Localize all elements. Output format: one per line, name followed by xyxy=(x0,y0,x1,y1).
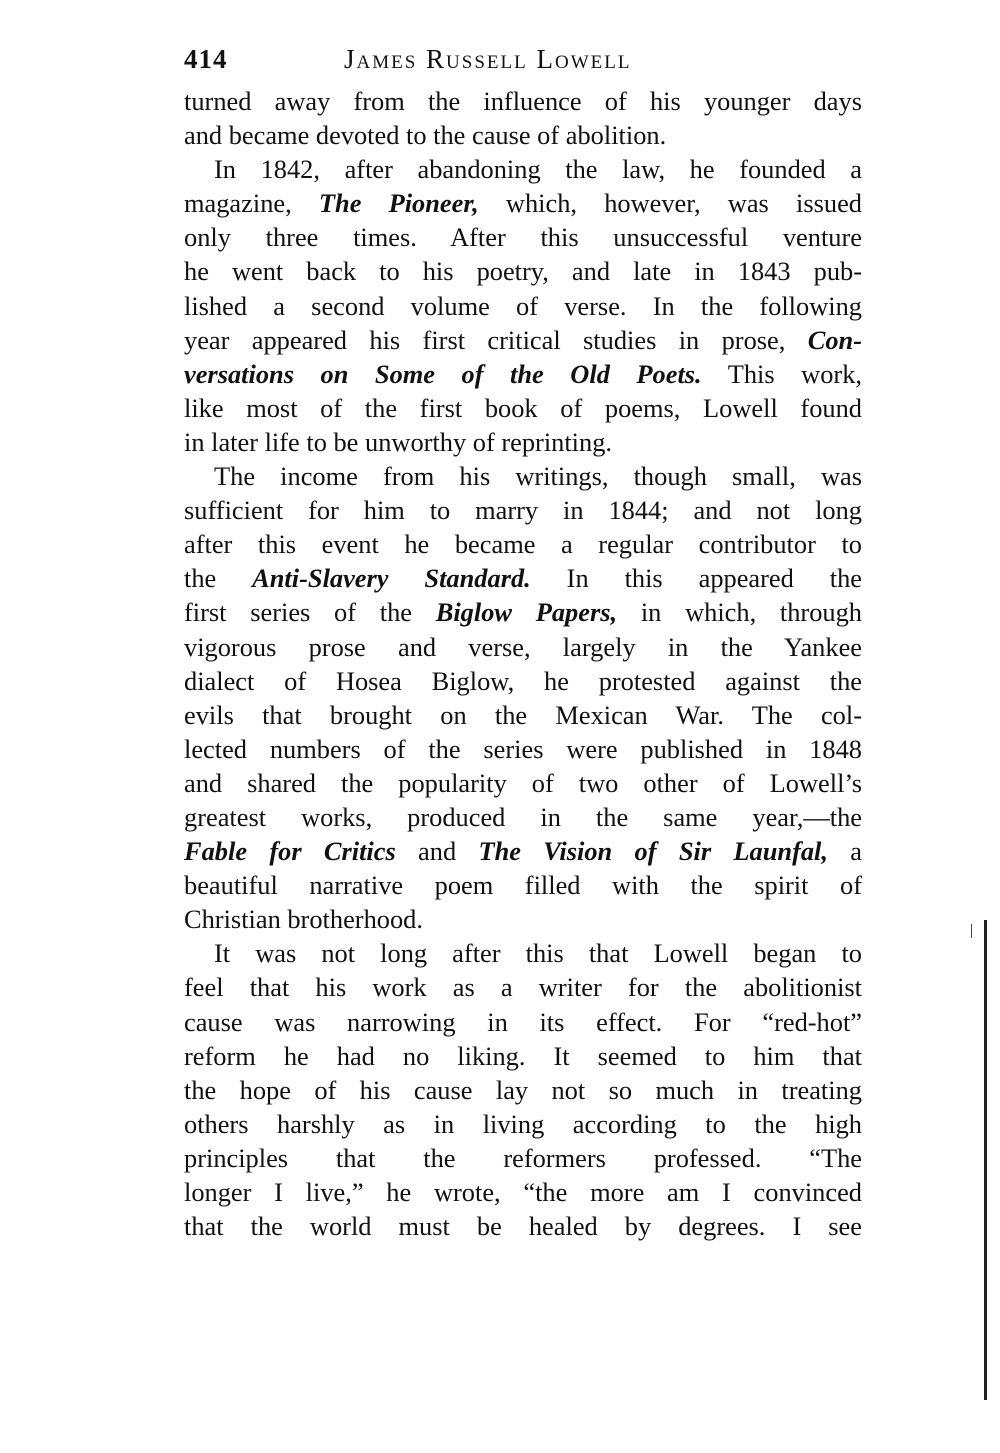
text-line: versations on Some of the Old Poets. This work, xyxy=(184,358,862,389)
text-line: and shared the popularity of two other of Lowell’s xyxy=(184,767,862,798)
text-line: turned away from the influence of his younger days xyxy=(184,86,862,116)
text-line: he went back to his poetry, and late in 1843 pub- xyxy=(184,256,862,287)
body-text xyxy=(184,84,862,1243)
text-line: beautiful narrative poem filled with the spirit of xyxy=(184,870,862,901)
text-line: reform he had no liking. It seemed to him that xyxy=(184,1040,862,1071)
italic-title: The Vision of Sir Launfal, xyxy=(478,836,828,867)
text-line: Christian brotherhood. xyxy=(184,904,423,935)
text-line: in later life to be unworthy of reprinting. xyxy=(184,426,612,457)
text-line: dialect of Hosea Biglow, he protested against the xyxy=(184,665,862,696)
italic-title: Fable for Critics xyxy=(184,836,396,867)
text-line: feel that his work as a writer for the abolitionist xyxy=(184,972,862,1003)
scan-edge-mark xyxy=(971,924,972,938)
text-line: that the world must be healed by degrees. I see xyxy=(184,1211,862,1242)
text-line: and became devoted to the cause of abolition. xyxy=(184,120,667,151)
text-line: sufficient for him to marry in 1844; and not long xyxy=(184,495,862,526)
text-line: longer I live,” he wrote, “the more am I convinced xyxy=(184,1177,862,1207)
text-line: like most of the first book of poems, Lowell found xyxy=(184,392,862,423)
text-line: Fable for Critics and The Vision of Sir Launfal, a xyxy=(184,836,862,867)
text-line: the hope of his cause lay not so much in treating xyxy=(184,1074,862,1105)
page-number: 414 xyxy=(184,44,228,74)
italic-title: Anti-Slavery Standard. xyxy=(252,563,531,594)
text-line: the Anti-Slavery Standard. In this appeared the xyxy=(184,563,862,594)
text-line: year appeared his first critical studies in prose, Con- xyxy=(184,324,862,355)
running-head xyxy=(184,40,862,84)
text-line: In 1842, after abandoning the law, he founded a xyxy=(214,154,862,185)
text-line: It was not long after this that Lowell began to xyxy=(214,938,862,969)
text-line: lished a second volume of verse. In the following xyxy=(184,290,862,321)
text-line: The income from his writings, though small, was xyxy=(214,461,862,492)
italic-title: The Pioneer, xyxy=(318,188,479,219)
text-line: first series of the Biglow Papers, in which, through xyxy=(184,597,862,628)
italic-title: Biglow Papers, xyxy=(435,597,618,628)
text-line: others harshly as in living according to the high xyxy=(184,1108,862,1139)
scan-edge-line xyxy=(984,920,987,1400)
italic-title: Con- xyxy=(807,324,862,355)
text-line: lected numbers of the series were published in 1848 xyxy=(184,733,862,764)
text-line: only three times. After this unsuccessful venture xyxy=(184,222,862,253)
text-line: principles that the reformers professed. “The xyxy=(184,1142,862,1173)
text-line: magazine, The Pioneer, which, however, was issued xyxy=(184,188,862,219)
text-line: after this event he became a regular contributor to xyxy=(184,529,862,560)
text-line: evils that brought on the Mexican War. The col- xyxy=(184,699,862,730)
text-line: cause was narrowing in its effect. For “red-hot” xyxy=(184,1006,862,1037)
text-line: greatest works, produced in the same year,—the xyxy=(184,801,862,832)
italic-title: versations on Some of the Old Poets. xyxy=(184,358,702,389)
running-title: James Russell Lowell xyxy=(344,44,632,74)
text-line: vigorous prose and verse, largely in the Yankee xyxy=(184,631,862,662)
book-page xyxy=(184,40,862,1243)
